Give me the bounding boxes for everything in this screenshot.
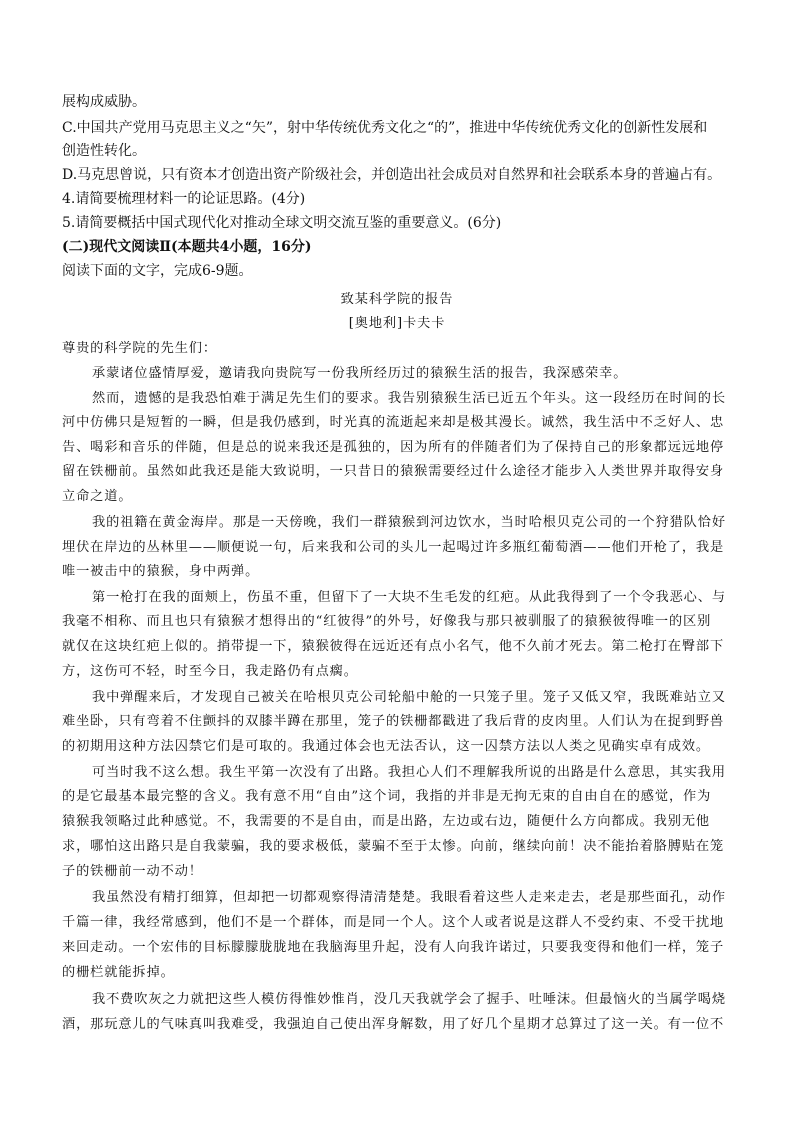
question-text-line: 展构成威胁。 xyxy=(62,94,146,110)
article-line: 难坐卧，只有弯着不住颤抖的双膝半蹲在那里，笼子的铁栅都戳进了我后背的皮肉里。人们认为在捉到野兽 xyxy=(62,714,725,729)
article-line: 求，哪怕这出路只是自我蒙骗，我的要求极低，蒙骗不至于太惨。向前，继续向前！决不能抬着胳膊贴在笼 xyxy=(62,839,725,854)
article-line: 就仅在这块红疤上似的。捎带提一下，猿猴彼得在远近还有点小名气，他不久前才死去。第二枪打在臀部下 xyxy=(62,639,725,654)
article-line: 埋伏在岸边的丛林里——顺便说一句，后来我和公司的头儿一起喝过许多瓶红葡萄酒——他们开枪了，我是 xyxy=(62,540,725,555)
article-line: 第一枪打在我的面颊上，伤虽不重，但留下了一大块不生毛发的红疤。从此我得到了一个令我恶心、与 xyxy=(92,590,726,605)
article-line: 千篇一律，我经常感到，他们不是一个群体，而是同一个人。这个人或者说是这群人不受约束、不受干扰地 xyxy=(62,915,725,930)
article-line: 唯一被击中的猿猴，身中两弹。 xyxy=(62,564,260,579)
article-line: 承蒙诸位盛情厚爱，邀请我向贵院写一份我所经历过的猿猴生活的报告，我深感荣幸。 xyxy=(92,366,628,381)
article-line: 的初期用这种方法囚禁它们是可取的。我通过体会也无法否认，这一囚禁方法以人类之见确实卓有成效。 xyxy=(62,739,711,754)
article-line: 我不费吹灰之力就把这些人模仿得惟妙惟肖，没几天我就学会了握手、吐唾沫。但最恼火的当属学喝烧 xyxy=(92,992,726,1007)
article-line: 的栅栏就能拆掉。 xyxy=(62,965,175,980)
article-line: 告、喝彩和音乐的伴随，但是总的说来我还是孤独的，因为所有的伴随者们为了保持自己的形象都远远地停 xyxy=(62,440,725,455)
article-line: 酒，那玩意儿的气味真叫我难受，我强迫自己使出浑身解数，用了好几个星期才总算过了这一关。有一位不 xyxy=(62,1017,725,1032)
option-d-line: D.马克思曾说，只有资本才创造出资产阶级社会，并创造出社会成员对自然界和社会联系本身的普遍占有。 xyxy=(62,167,722,183)
article-line: 我的祖籍在黄金海岸。那是一天傍晚，我们一群猿猴到河边饮水，当时哈根贝克公司的一个狩猎队恰好 xyxy=(92,515,726,530)
question-5: 5.请简要概括中国式现代化对推动全球文明交流互鉴的重要意义。(6分) xyxy=(62,215,502,231)
article-line: 然而，遗憾的是我恐怕难于满足先生们的要求。我告别猿猴生活已近五个年头。这一段经历在时间的长 xyxy=(92,391,726,406)
article-line: 的是它最基本最完整的含义。我有意不用“自由”这个词，我指的并非是无拘无束的自由自在的感觉，作为 xyxy=(62,789,712,804)
article-line: 子的铁栅前一动不动！ xyxy=(62,864,203,879)
section-heading: (二)现代文阅读Ⅱ(本题共4小题，16分) xyxy=(62,239,312,255)
option-c-line-1: C.中国共产党用马克思主义之“矢”，射中华传统优秀文化之“的”，推进中华传统优秀文化的创新性发展和 xyxy=(62,120,708,136)
article-line: 来回走动。一个宏伟的目标朦朦胧胧地在我脑海里升起，没有人向我许诺过，只要我变得和他们一样，笼子 xyxy=(62,940,725,955)
article-line: 可当时我不这么想。我生平第一次没有了出路。我担心人们不理解我所说的出路是什么意思，其实我用 xyxy=(92,765,726,780)
article-author: [奥地利]卡夫卡 xyxy=(348,316,446,331)
article-line: 河中仿佛只是短暂的一瞬，但是我仍感到，时光真的流逝起来却是极其漫长。诚然，我生活中不乏好人、忠 xyxy=(62,415,725,430)
article-line: 我虽然没有精打细算，但却把一切都观察得清清楚楚。我眼看着这些人走来走去，老是那些面孔，动作 xyxy=(92,890,726,905)
option-c-line-2: 创造性转化。 xyxy=(62,143,146,159)
article-line: 猿猴我领略过此种感觉。不，我需要的不是自由，而是出路，左边或右边，随便什么方向都成。我别无他 xyxy=(62,814,711,829)
article-title: 致某科学院的报告 xyxy=(340,292,454,307)
article-line: 我毫不相称、而且也只有猿猴才想得出的“红彼得”的外号，好像我与那只被驯服了的猿猴彼得唯一的区别 xyxy=(62,614,712,629)
article-line: 我中弹醒来后，才发现自己被关在哈根贝克公司轮船中舱的一只笼子里。笼子又低又窄，我既难站立又 xyxy=(92,690,726,705)
question-4: 4.请简要梳理材料一的论证思路。(4分) xyxy=(62,191,306,207)
article-line: 方，这伤可不轻，时至今日，我走路仍有点瘸。 xyxy=(62,664,358,679)
instruction: 阅读下面的文字，完成6-9题。 xyxy=(62,263,253,279)
article-salutation: 尊贵的科学院的先生们： xyxy=(62,341,217,356)
article-line: 立命之道。 xyxy=(62,489,133,504)
article-line: 留在铁栅前。虽然如此我还是能大致说明，一只昔日的猿猴需要经过什么途径才能步入人类世界并取得安身 xyxy=(62,464,725,479)
